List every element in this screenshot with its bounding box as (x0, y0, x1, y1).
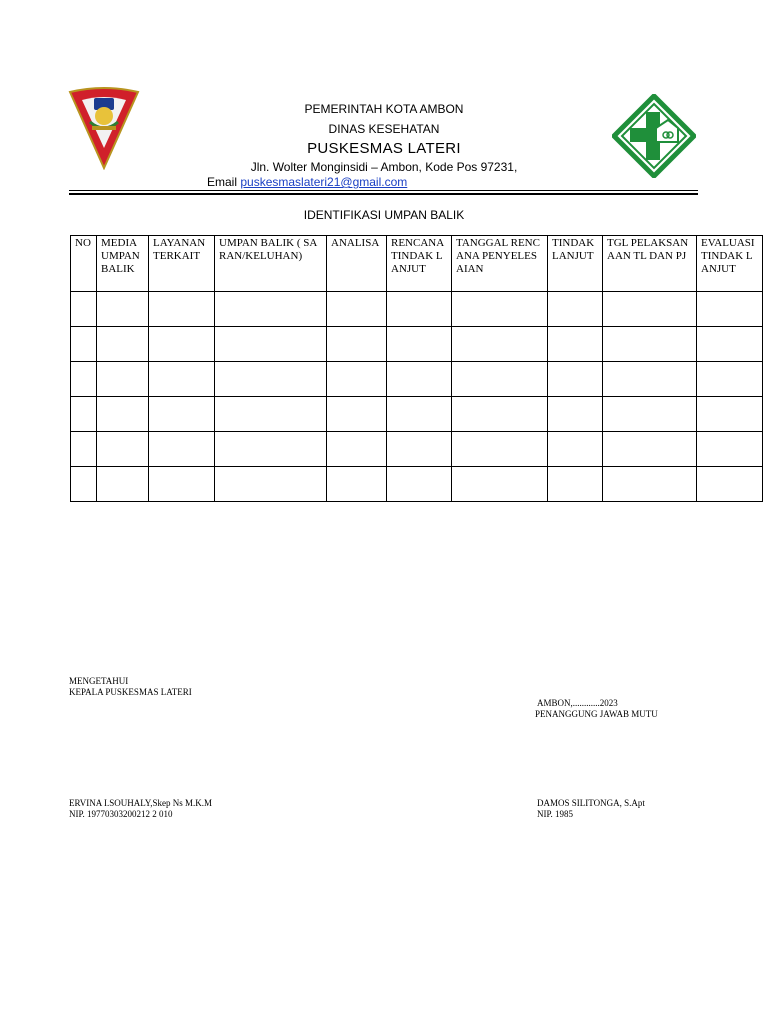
col-header-tindak-lanjut: TINDAK LANJUT (548, 236, 603, 292)
col-header-umpan-balik: UMPAN BALIK ( SARAN/KELUHAN) (215, 236, 327, 292)
table-cell[interactable] (603, 397, 697, 432)
table-cell[interactable] (452, 292, 548, 327)
table-cell[interactable] (548, 432, 603, 467)
table-cell[interactable] (327, 362, 387, 397)
header-email-line (207, 175, 407, 189)
table-cell[interactable] (71, 292, 97, 327)
table-cell[interactable] (215, 292, 327, 327)
table-cell[interactable] (548, 467, 603, 502)
table-cell[interactable] (548, 362, 603, 397)
table-cell[interactable] (603, 362, 697, 397)
table-cell[interactable] (71, 362, 97, 397)
header-divider-thick (69, 193, 698, 195)
table-cell[interactable] (97, 397, 149, 432)
table-cell[interactable] (697, 362, 763, 397)
table-row (71, 362, 763, 397)
right-signature-nip: NIP. 1985 (537, 809, 574, 819)
right-signature-place-date: AMBON,............2023 (537, 698, 618, 708)
table-cell[interactable] (697, 327, 763, 362)
table-cell[interactable] (697, 292, 763, 327)
table-cell[interactable] (149, 292, 215, 327)
table-cell[interactable] (327, 292, 387, 327)
table-cell[interactable] (97, 292, 149, 327)
col-header-layanan: LAYANAN TERKAIT (149, 236, 215, 292)
table-cell[interactable] (548, 397, 603, 432)
table-cell[interactable] (215, 467, 327, 502)
table-cell[interactable] (697, 397, 763, 432)
col-header-tgl-pelaksanaan: TGL PELAKSANAAN TL DAN PJ (603, 236, 697, 292)
table-row (71, 397, 763, 432)
table-cell[interactable] (603, 432, 697, 467)
left-signature-nip: NIP. 19770303200212 2 010 (69, 809, 173, 819)
table-cell[interactable] (452, 362, 548, 397)
email-label: Email (207, 175, 241, 189)
table-cell[interactable] (215, 432, 327, 467)
table-cell[interactable] (697, 432, 763, 467)
table-cell[interactable] (387, 327, 452, 362)
header-government: PEMERINTAH KOTA AMBON (304, 102, 464, 116)
table-cell[interactable] (387, 432, 452, 467)
table-cell[interactable] (452, 432, 548, 467)
table-cell[interactable] (71, 432, 97, 467)
table-cell[interactable] (452, 327, 548, 362)
table-cell[interactable] (603, 327, 697, 362)
header-department: DINAS KESEHATAN (328, 122, 440, 136)
table-cell[interactable] (149, 467, 215, 502)
table-cell[interactable] (548, 327, 603, 362)
table-cell[interactable] (149, 397, 215, 432)
col-header-analisa: ANALISA (327, 236, 387, 292)
table-row (71, 292, 763, 327)
table-cell[interactable] (327, 397, 387, 432)
table-cell[interactable] (603, 467, 697, 502)
table-header-row (71, 236, 763, 292)
left-signature-title: MENGETAHUI (69, 676, 129, 686)
table-cell[interactable] (548, 292, 603, 327)
table-row (71, 432, 763, 467)
table-cell[interactable] (387, 362, 452, 397)
col-header-media: MEDIA UMPAN BALIK (97, 236, 149, 292)
col-header-no: NO (71, 236, 97, 292)
table-cell[interactable] (97, 467, 149, 502)
table-cell[interactable] (149, 362, 215, 397)
table-cell[interactable] (387, 292, 452, 327)
right-signature-position: PENANGGUNG JAWAB MUTU (535, 709, 658, 719)
table-cell[interactable] (215, 397, 327, 432)
header-puskesmas: PUSKESMAS LATERI (307, 140, 461, 157)
table-cell[interactable] (97, 432, 149, 467)
table-cell[interactable] (327, 467, 387, 502)
table-cell[interactable] (71, 467, 97, 502)
table-cell[interactable] (452, 397, 548, 432)
feedback-table (70, 235, 763, 502)
col-header-evaluasi: EVALUASI TINDAK LANJUT (697, 236, 763, 292)
left-signature-name: ERVINA I.SOUHALY,Skep Ns M.K.M (69, 798, 212, 808)
header-address: Jln. Wolter Monginsidi – Ambon, Kode Pos 97231, (250, 160, 518, 174)
table-cell[interactable] (327, 327, 387, 362)
table-cell[interactable] (697, 467, 763, 502)
table-row (71, 467, 763, 502)
left-signature-position: KEPALA PUSKESMAS LATERI (69, 687, 192, 697)
email-link[interactable]: puskesmaslateri21@gmail.com (240, 175, 408, 189)
table-cell[interactable] (149, 432, 215, 467)
table-cell[interactable] (452, 467, 548, 502)
table-cell[interactable] (603, 292, 697, 327)
table-cell[interactable] (215, 362, 327, 397)
col-header-rencana: RENCANA TINDAK LANJUT (387, 236, 452, 292)
table-cell[interactable] (387, 397, 452, 432)
right-signature-name: DAMOS SILITONGA, S.Apt (537, 798, 645, 808)
col-header-tanggal: TANGGAL RENCANA PENYELESAIAN (452, 236, 548, 292)
table-cell[interactable] (71, 397, 97, 432)
table-cell[interactable] (97, 327, 149, 362)
table-row (71, 327, 763, 362)
table-cell[interactable] (71, 327, 97, 362)
table-cell[interactable] (327, 432, 387, 467)
table-cell[interactable] (149, 327, 215, 362)
document-title: IDENTIFIKASI UMPAN BALIK (303, 208, 465, 222)
table-cell[interactable] (215, 327, 327, 362)
table-cell[interactable] (97, 362, 149, 397)
table-cell[interactable] (387, 467, 452, 502)
header-divider (69, 190, 698, 191)
